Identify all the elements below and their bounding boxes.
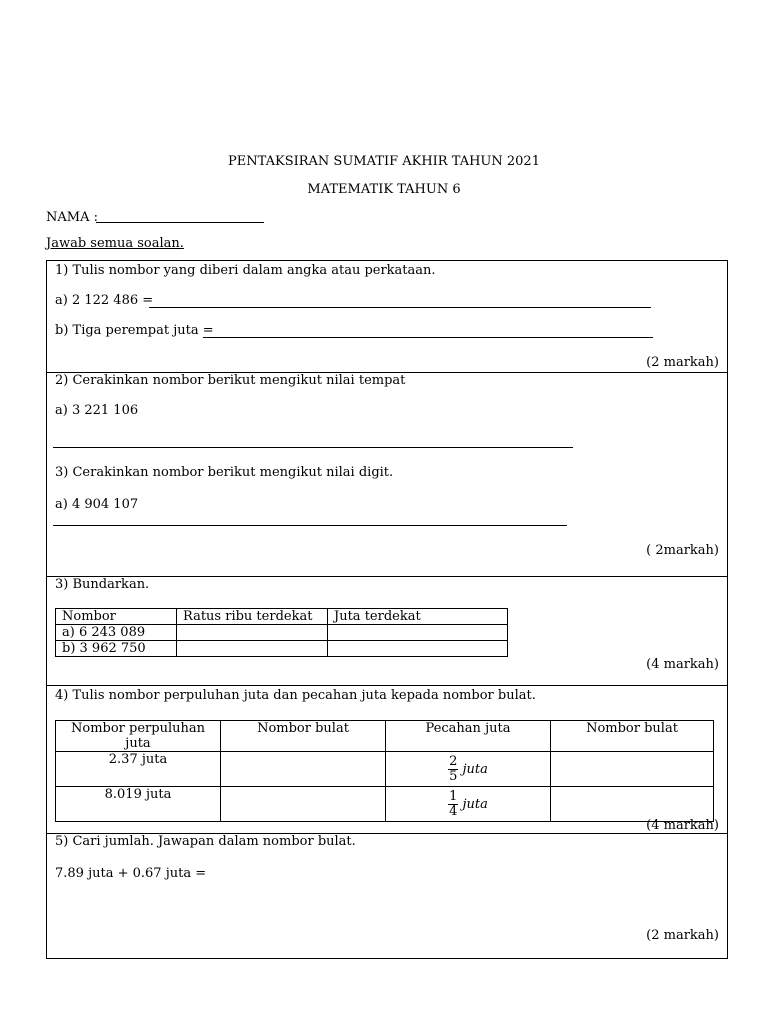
question-4-prompt: 4) Tulis nombor perpuluhan juta dan pecahan juta kepada nombor bulat. — [55, 688, 536, 703]
instruction: Jawab semua soalan. — [46, 236, 184, 251]
question-3-prompt: 3) Bundarkan. — [55, 577, 150, 592]
question-5-expression: 7.89 juta + 0.67 juta = — [55, 866, 207, 881]
answer-line-2a[interactable] — [53, 447, 573, 448]
rounding-header-million: Juta terdekat — [328, 609, 508, 625]
conversion-header-whole-1: Nombor bulat — [221, 721, 386, 752]
conversion-header-decimal: Nombor perpuluhan juta — [56, 721, 221, 752]
fraction-numerator: 2 — [449, 753, 458, 769]
answer-cell[interactable] — [177, 641, 328, 657]
question-4-box — [46, 685, 728, 834]
rounding-row-a: a) 6 243 089 — [56, 625, 177, 641]
page-subtitle: MATEMATIK TAHUN 6 — [307, 182, 461, 197]
name-field[interactable] — [96, 222, 264, 223]
fraction-unit: juta — [462, 796, 488, 812]
question-1-prompt: 1) Tulis nombor yang diberi dalam angka atau perkataan. — [55, 263, 436, 278]
question-1a: a) 2 122 486 = — [55, 293, 154, 308]
name-label: NAMA : — [46, 210, 98, 225]
question-5-box — [46, 833, 728, 959]
question-1-marks: (2 markah) — [646, 355, 719, 370]
question-3-marks: (4 markah) — [646, 657, 719, 672]
answer-line-1b[interactable] — [203, 337, 653, 338]
decimal-value-2: 8.019 juta — [56, 787, 221, 822]
fraction-cell-2 — [386, 787, 551, 822]
answer-cell[interactable] — [551, 752, 714, 787]
conversion-header-fraction: Pecahan juta — [386, 721, 551, 752]
answer-cell[interactable] — [221, 787, 386, 822]
question-2-prompt: 2) Cerakinkan nombor berikut mengikut nilai tempat — [55, 373, 406, 388]
fraction-denominator: 5 — [449, 768, 458, 784]
rounding-table — [55, 608, 508, 657]
question-1-box — [46, 260, 728, 373]
fraction-denominator: 4 — [449, 803, 458, 819]
answer-line-1a[interactable] — [149, 307, 651, 308]
fraction-numerator: 1 — [449, 788, 458, 804]
answer-cell[interactable] — [328, 641, 508, 657]
question-5-prompt: 5) Cari jumlah. Jawapan dalam nombor bulat. — [55, 834, 356, 849]
fraction-2-5 — [448, 755, 458, 784]
fraction-unit: juta — [462, 761, 488, 777]
question-3-box — [46, 576, 728, 686]
answer-cell[interactable] — [551, 787, 714, 822]
question-4-marks: (4 markah) — [646, 818, 719, 833]
question-3-digit-a: a) 4 904 107 — [55, 497, 139, 512]
answer-cell[interactable] — [221, 752, 386, 787]
answer-cell[interactable] — [177, 625, 328, 641]
question-2-box — [46, 372, 728, 577]
decimal-value-1: 2.37 juta — [56, 752, 221, 787]
fraction-1-4 — [448, 790, 458, 819]
conversion-table — [55, 720, 714, 822]
question-2-marks: ( 2markah) — [646, 543, 719, 558]
question-5-marks: (2 markah) — [646, 928, 719, 943]
page-title: PENTAKSIRAN SUMATIF AKHIR TAHUN 2021 — [228, 154, 540, 169]
answer-cell[interactable] — [328, 625, 508, 641]
rounding-row-b: b) 3 962 750 — [56, 641, 177, 657]
fraction-cell-1 — [386, 752, 551, 787]
answer-line-3a[interactable] — [53, 525, 567, 526]
question-2a: a) 3 221 106 — [55, 403, 139, 418]
rounding-header-number: Nombor — [56, 609, 177, 625]
conversion-header-whole-2: Nombor bulat — [551, 721, 714, 752]
rounding-header-hundred-thousand: Ratus ribu terdekat — [177, 609, 328, 625]
question-3-digit-prompt: 3) Cerakinkan nombor berikut mengikut nilai digit. — [55, 465, 394, 480]
question-1b: b) Tiga perempat juta = — [55, 323, 214, 338]
